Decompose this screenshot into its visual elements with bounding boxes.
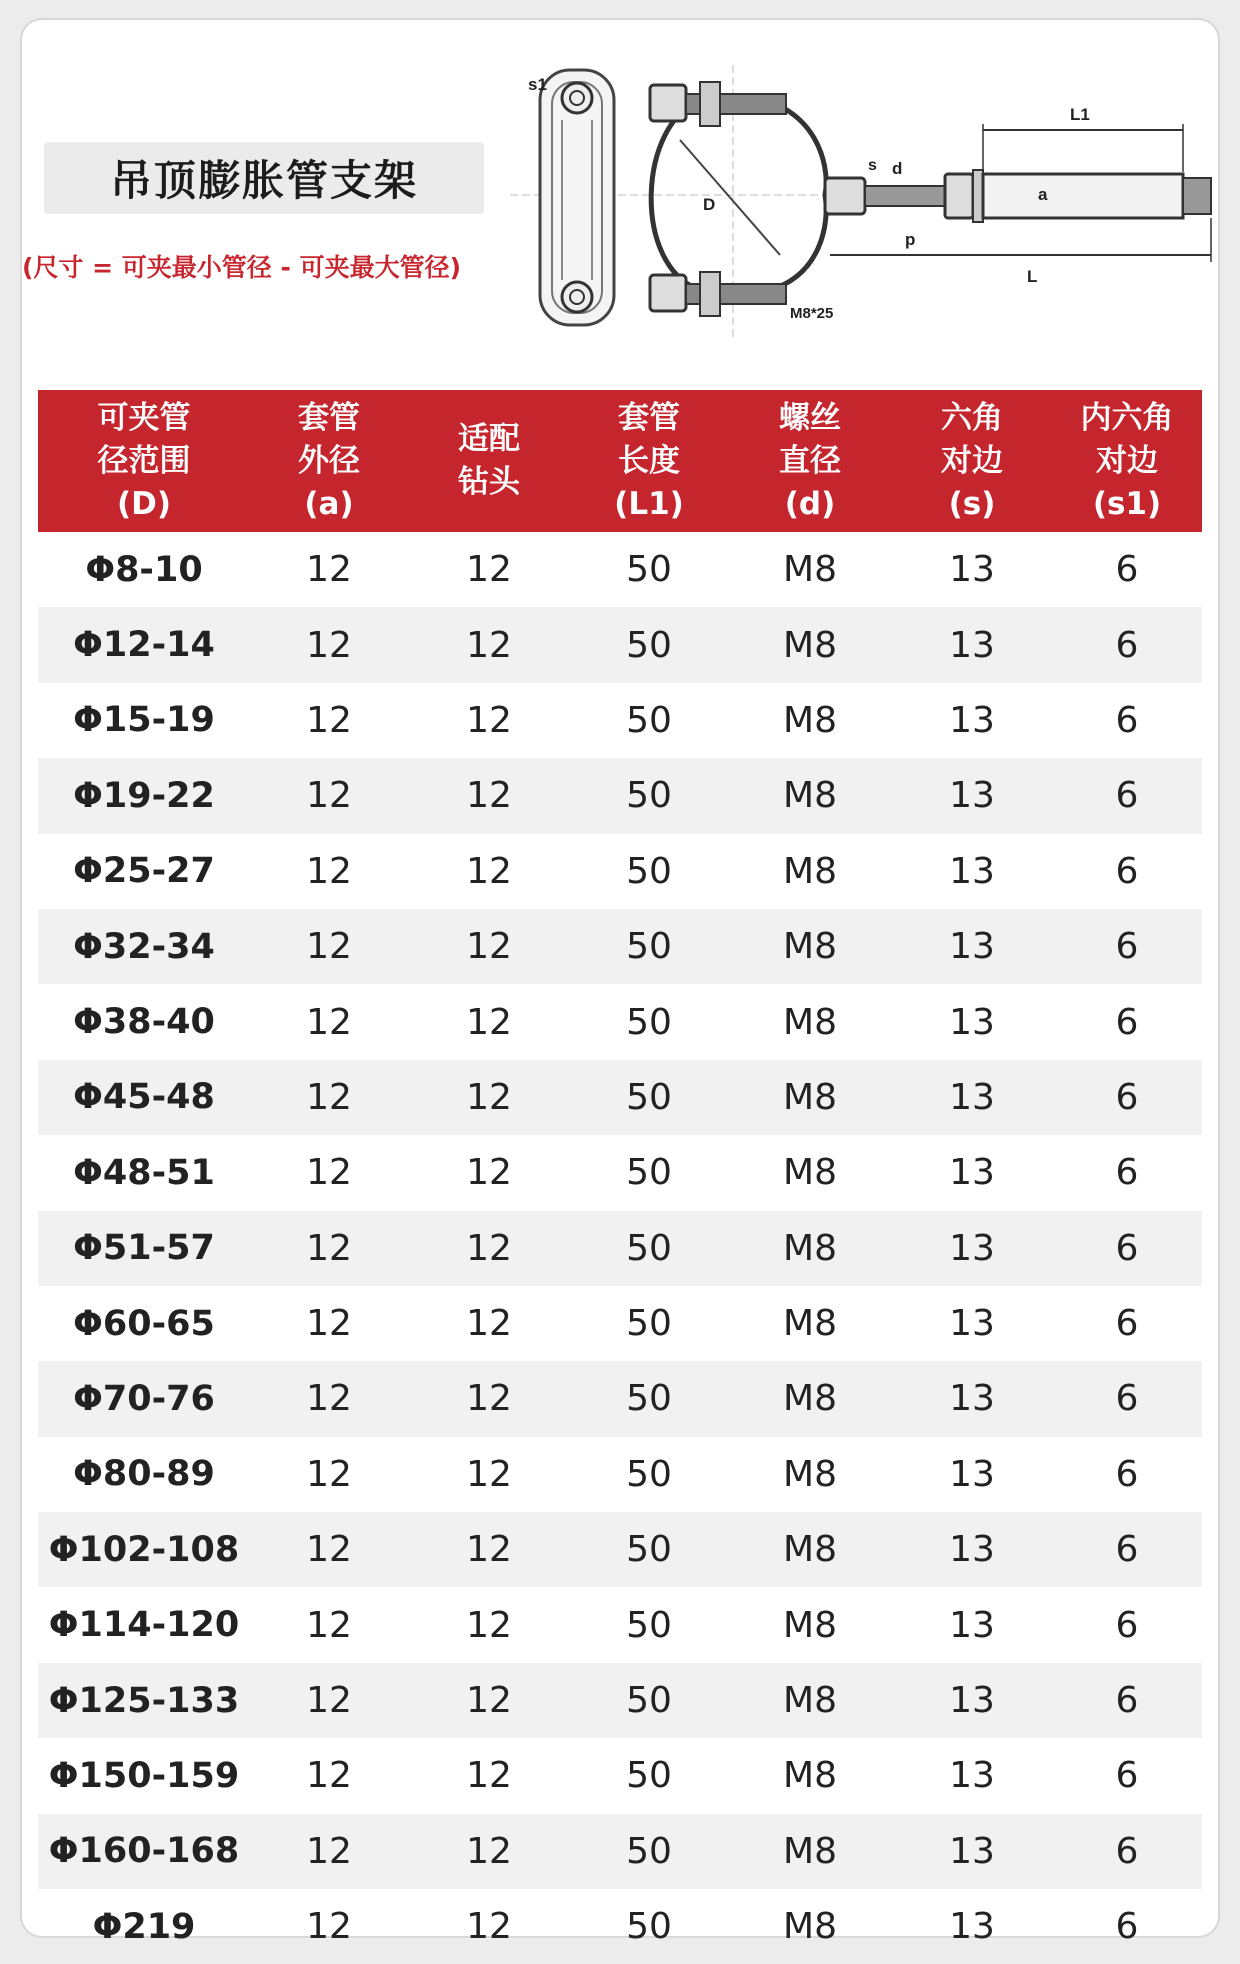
- spec-cell: M8: [783, 624, 837, 666]
- spec-cell: M8: [783, 1529, 837, 1571]
- spec-cell: M8: [783, 1152, 837, 1194]
- spec-cell: 13: [949, 1453, 995, 1495]
- spec-cell: 13: [949, 1906, 995, 1948]
- spec-cell: 6: [1115, 1303, 1139, 1345]
- mounting-plate-shape: [540, 70, 614, 325]
- spec-cell: 12: [466, 1604, 512, 1646]
- spec-cell: 6: [1115, 1378, 1139, 1420]
- spec-cell: M8: [783, 1755, 837, 1797]
- spec-cell: 50: [626, 1227, 672, 1269]
- spec-cell: 50: [626, 1529, 672, 1571]
- spec-cell: 12: [466, 549, 512, 591]
- header-cell: 内六角 对边 (s1): [1080, 399, 1174, 522]
- label-L: L: [1027, 267, 1038, 286]
- table-row: [38, 1286, 1202, 1361]
- spec-cell: 12: [466, 1529, 512, 1571]
- header-cell: 螺丝 直径 (d): [779, 399, 841, 522]
- spec-cell: 12: [306, 1152, 352, 1194]
- anchor-bolt-shape: [825, 124, 1211, 262]
- pipe-range-cell: Φ219: [92, 1906, 196, 1947]
- spec-cell: 13: [949, 549, 995, 591]
- spec-cell: 13: [949, 1227, 995, 1269]
- spec-cell: 13: [949, 1001, 995, 1043]
- pipe-range-cell: Φ150-159: [48, 1755, 240, 1796]
- spec-cell: 50: [626, 1303, 672, 1345]
- spec-cell: 12: [466, 1680, 512, 1722]
- label-s1: s1: [528, 75, 547, 94]
- spec-cell: 12: [306, 1001, 352, 1043]
- spec-cell: 50: [626, 624, 672, 666]
- pipe-range-cell: Φ19-22: [73, 775, 215, 816]
- bracket-diagram: [500, 50, 1220, 350]
- spec-cell: 12: [466, 699, 512, 741]
- spec-cell: M8: [783, 1303, 837, 1345]
- spec-cell: 50: [626, 1378, 672, 1420]
- spec-cell: 50: [626, 1453, 672, 1495]
- spec-cell: M8: [783, 1906, 837, 1948]
- spec-cell: 12: [466, 1076, 512, 1118]
- pipe-range-cell: Φ25-27: [73, 851, 215, 892]
- spec-cell: 12: [466, 1303, 512, 1345]
- spec-cell: 13: [949, 1680, 995, 1722]
- spec-cell: 12: [306, 1076, 352, 1118]
- spec-cell: 13: [949, 1830, 995, 1872]
- spec-cell: 12: [466, 850, 512, 892]
- spec-cell: 13: [949, 775, 995, 817]
- label-L1: L1: [1070, 105, 1090, 124]
- spec-cell: M8: [783, 1604, 837, 1646]
- spec-cell: 50: [626, 926, 672, 968]
- table-row: [38, 984, 1202, 1059]
- table-row: [38, 1889, 1202, 1964]
- spec-cell: 6: [1115, 549, 1139, 591]
- spec-cell: 12: [306, 1227, 352, 1269]
- spec-cell: 6: [1115, 1001, 1139, 1043]
- spec-cell: M8: [783, 699, 837, 741]
- spec-cell: 12: [306, 1303, 352, 1345]
- spec-cell: 50: [626, 1152, 672, 1194]
- spec-cell: 13: [949, 1755, 995, 1797]
- spec-cell: M8: [783, 1453, 837, 1495]
- pipe-range-cell: Φ45-48: [73, 1077, 215, 1118]
- table-row: [38, 1738, 1202, 1813]
- spec-cell: 13: [949, 699, 995, 741]
- spec-cell: 12: [306, 1604, 352, 1646]
- spec-cell: 6: [1115, 1152, 1139, 1194]
- spec-cell: 50: [626, 1906, 672, 1948]
- spec-cell: 12: [306, 1453, 352, 1495]
- pipe-range-cell: Φ51-57: [73, 1228, 215, 1269]
- spec-cell: 12: [306, 1680, 352, 1722]
- table-row: [38, 1361, 1202, 1436]
- label-a: a: [1038, 185, 1048, 204]
- spec-cell: 12: [466, 1453, 512, 1495]
- spec-cell: 12: [466, 1830, 512, 1872]
- table-row: [38, 758, 1202, 833]
- spec-cell: 12: [306, 549, 352, 591]
- table-row: [38, 1211, 1202, 1286]
- pipe-range-cell: Φ70-76: [73, 1378, 215, 1419]
- table-row: [38, 1135, 1202, 1210]
- spec-cell: 12: [306, 1529, 352, 1571]
- spec-cell: 12: [466, 1755, 512, 1797]
- spec-cell: 12: [466, 1152, 512, 1194]
- spec-cell: M8: [783, 926, 837, 968]
- table-row: [38, 909, 1202, 984]
- spec-cell: 6: [1115, 1453, 1139, 1495]
- spec-cell: M8: [783, 1076, 837, 1118]
- spec-cell: 13: [949, 1076, 995, 1118]
- spec-cell: M8: [783, 549, 837, 591]
- spec-cell: 50: [626, 775, 672, 817]
- spec-cell: M8: [783, 1001, 837, 1043]
- header-cell: 套管 长度 (L1): [614, 399, 684, 522]
- page-title: 吊顶膨胀管支架: [44, 142, 484, 214]
- spec-cell: 50: [626, 850, 672, 892]
- spec-cell: 50: [626, 699, 672, 741]
- table-row: [38, 532, 1202, 607]
- header-cell: 适配 钻头: [458, 421, 520, 500]
- spec-cell: 13: [949, 1378, 995, 1420]
- spec-cell: 12: [306, 624, 352, 666]
- header-cell: 六角 对边 (s): [941, 399, 1003, 522]
- spec-cell: 13: [949, 1529, 995, 1571]
- table-row: [38, 1587, 1202, 1662]
- spec-cell: 12: [306, 1830, 352, 1872]
- spec-cell: 6: [1115, 926, 1139, 968]
- spec-cell: 50: [626, 1604, 672, 1646]
- spec-cell: 12: [306, 850, 352, 892]
- spec-cell: 13: [949, 1303, 995, 1345]
- spec-cell: 12: [466, 1906, 512, 1948]
- table-header: [38, 390, 1202, 532]
- table-body: [38, 532, 1202, 1964]
- spec-cell: 6: [1115, 699, 1139, 741]
- spec-cell: 12: [306, 926, 352, 968]
- pipe-range-cell: Φ80-89: [73, 1454, 215, 1495]
- label-p: p: [905, 230, 916, 249]
- spec-cell: 50: [626, 1680, 672, 1722]
- pipe-range-cell: Φ12-14: [73, 625, 215, 666]
- spec-cell: 50: [626, 1076, 672, 1118]
- spec-cell: 12: [306, 775, 352, 817]
- spec-cell: 13: [949, 1152, 995, 1194]
- spec-cell: 6: [1115, 1755, 1139, 1797]
- pipe-range-cell: Φ114-120: [48, 1605, 240, 1646]
- spec-cell: 50: [626, 549, 672, 591]
- label-bolt-size: M8*25: [790, 305, 834, 322]
- spec-cell: 6: [1115, 1227, 1139, 1269]
- pipe-range-cell: Φ48-51: [73, 1152, 215, 1193]
- spec-cell: 12: [466, 926, 512, 968]
- spec-table: [38, 390, 1202, 1964]
- table-row: [38, 683, 1202, 758]
- pipe-range-cell: Φ15-19: [73, 700, 215, 741]
- spec-cell: 12: [466, 775, 512, 817]
- spec-cell: 12: [466, 1227, 512, 1269]
- spec-cell: 6: [1115, 775, 1139, 817]
- spec-cell: 13: [949, 1604, 995, 1646]
- label-s: s: [868, 157, 877, 174]
- spec-cell: M8: [783, 850, 837, 892]
- spec-cell: 6: [1115, 850, 1139, 892]
- table-row: [38, 1512, 1202, 1587]
- spec-cell: 13: [949, 624, 995, 666]
- spec-cell: 6: [1115, 1076, 1139, 1118]
- table-row: [38, 1437, 1202, 1512]
- spec-cell: M8: [783, 1227, 837, 1269]
- header-cell: 套管 外径 (a): [298, 399, 360, 522]
- clamp-ring-shape: [650, 82, 826, 316]
- pipe-range-cell: Φ8-10: [85, 549, 203, 590]
- pipe-range-cell: Φ160-168: [48, 1831, 240, 1872]
- size-note: (尺寸 = 可夹最小管径 - 可夹最大管径): [22, 253, 461, 282]
- pipe-range-cell: Φ102-108: [48, 1529, 240, 1570]
- spec-cell: 13: [949, 926, 995, 968]
- label-d: d: [892, 159, 903, 178]
- pipe-range-cell: Φ125-133: [48, 1680, 240, 1721]
- spec-cell: 50: [626, 1755, 672, 1797]
- spec-cell: 12: [306, 1378, 352, 1420]
- pipe-range-cell: Φ32-34: [73, 926, 215, 967]
- pipe-range-cell: Φ60-65: [73, 1303, 215, 1344]
- table-row: [38, 1663, 1202, 1738]
- spec-cell: 13: [949, 850, 995, 892]
- spec-cell: M8: [783, 1680, 837, 1722]
- spec-cell: 6: [1115, 1906, 1139, 1948]
- pipe-range-cell: Φ38-40: [73, 1002, 215, 1043]
- label-D: D: [703, 195, 716, 214]
- spec-cell: M8: [783, 1830, 837, 1872]
- spec-cell: 6: [1115, 1680, 1139, 1722]
- spec-cell: 12: [306, 1906, 352, 1948]
- spec-cell: 12: [306, 699, 352, 741]
- table-row: [38, 1060, 1202, 1135]
- spec-cell: 12: [306, 1755, 352, 1797]
- table-row: [38, 607, 1202, 682]
- spec-cell: 6: [1115, 1529, 1139, 1571]
- spec-cell: 50: [626, 1001, 672, 1043]
- spec-cell: 12: [466, 1001, 512, 1043]
- spec-cell: M8: [783, 1378, 837, 1420]
- spec-cell: 6: [1115, 624, 1139, 666]
- spec-cell: 12: [466, 624, 512, 666]
- spec-cell: M8: [783, 775, 837, 817]
- spec-cell: 50: [626, 1830, 672, 1872]
- header-cell: 可夹管 径范围 (D): [97, 399, 191, 522]
- spec-cell: 6: [1115, 1830, 1139, 1872]
- spec-cell: 6: [1115, 1604, 1139, 1646]
- table-row: [38, 1814, 1202, 1889]
- table-row: [38, 834, 1202, 909]
- spec-cell: 12: [466, 1378, 512, 1420]
